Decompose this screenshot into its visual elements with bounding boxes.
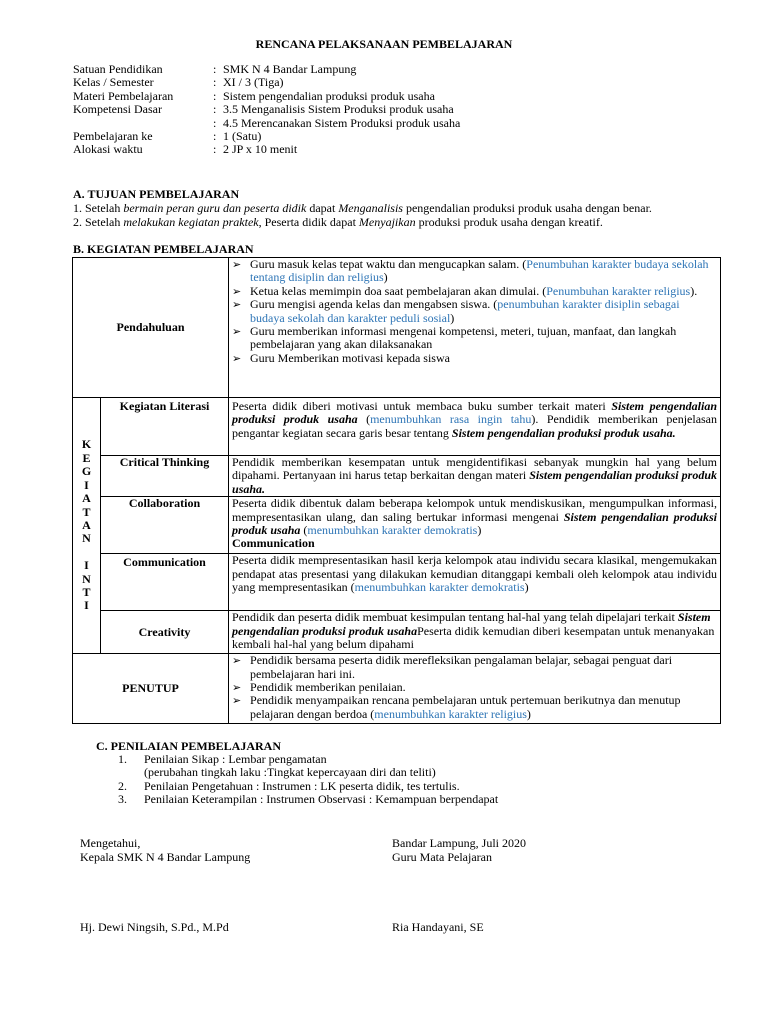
identity-label: Kompetensi Dasar xyxy=(73,102,162,117)
list-item xyxy=(118,793,498,806)
document-title: RENCANA PELAKSANAAN PEMBELAJARAN xyxy=(255,37,513,51)
cell-text: Sistem pengendalian produksi produk usaha. xyxy=(232,468,718,496)
item-text: Guru Memberikan motivasi kepada siswa xyxy=(250,350,450,365)
item-text: Pendidik menyampaikan rencana pembelajaran untuk pertemuan berikutnya dan menutup pelajaran dengan berdoa ( xyxy=(250,693,681,721)
penutup-list xyxy=(232,654,717,721)
item-text: Pendidik bersama peserta didik merefleksikan pengalaman belajar, sebagai penguat dari pembelajaran hari ini. xyxy=(250,653,673,681)
identity-sep: : xyxy=(213,75,217,90)
label-letter: K xyxy=(81,437,92,452)
activities-table xyxy=(72,257,721,724)
identity-row xyxy=(73,76,460,89)
cell-text: Pendidik dan peserta didik membuat kesimpulan tentang hal-hal yang telah dipelajari terkait xyxy=(232,610,678,625)
signature-right-name: Ria Handayani, SE xyxy=(392,920,484,934)
objective-text: bermain peran guru dan peserta didik xyxy=(123,201,307,215)
creativity-content xyxy=(229,611,721,654)
identity-sep: : xyxy=(213,88,217,103)
objective-text: melakukan kegiatan praktek xyxy=(123,215,259,229)
identity-row xyxy=(73,103,460,116)
identity-label xyxy=(73,117,213,130)
objective-text: produksi produk usaha dengan kreatif. xyxy=(415,215,603,229)
cell-text: Sistem pengendalian produksi produk usaha xyxy=(232,509,717,538)
assessment-list xyxy=(118,753,498,807)
critical-thinking-content xyxy=(229,456,721,497)
item-tail: ) xyxy=(526,706,531,721)
table-row xyxy=(73,258,721,398)
cell-text: Sistem pengendalian produksi produk usaha. xyxy=(451,425,676,440)
character-note: menumbuhkan rasa ingin tahu xyxy=(370,412,532,427)
cell-text: Sistem pengendalian produksi produk usaha xyxy=(232,610,711,638)
objective-text: 2. Setelah xyxy=(73,215,124,229)
identity-block xyxy=(73,63,460,157)
list-item xyxy=(118,780,498,793)
identity-value: XI / 3 (Tiga) xyxy=(223,75,284,90)
identity-value: SMK N 4 Bandar Lampung xyxy=(223,62,357,76)
identity-row xyxy=(73,90,460,103)
label-letter: I xyxy=(84,477,89,492)
critical-thinking-label: Critical Thinking xyxy=(101,456,229,497)
identity-label: Kelas / Semester xyxy=(73,75,154,90)
item-tail: ) xyxy=(383,270,388,285)
communication-label: Communication xyxy=(101,554,229,611)
item-text: Penilaian Sikap : Lembar pengamatan xyxy=(144,752,327,766)
identity-label: Satuan Pendidikan xyxy=(73,62,163,76)
objective-text: pengendalian produksi produk usaha dengan benar. xyxy=(402,201,652,215)
label-letter: T xyxy=(82,584,91,599)
item-text: (perubahan tingkah laku :Tingkat kepercayaan diri dan teliti) xyxy=(144,765,436,780)
cell-text: Sistem pengendalian produksi produk usaha xyxy=(232,399,718,427)
identity-label: Alokasi waktu xyxy=(73,142,143,157)
label-letter xyxy=(73,546,100,559)
identity-label: Pembelajaran ke xyxy=(73,128,153,143)
item-tail: ). xyxy=(690,283,698,298)
cell-text: Peserta didik kemudian diberi kesempatan untuk menanyakan kembali hal-hal yang belum dipahami xyxy=(232,623,715,652)
creativity-label: Creativity xyxy=(101,611,229,654)
objective-line-2 xyxy=(73,216,753,229)
list-item xyxy=(232,681,717,694)
signature-left-line1: Mengetahui, xyxy=(80,836,141,850)
list-item xyxy=(232,325,717,352)
signature-right-line2: Guru Mata Pelajaran xyxy=(392,850,492,864)
list-item xyxy=(232,298,717,325)
label-letter: N xyxy=(82,531,91,546)
penutup-content xyxy=(229,654,721,724)
table-row xyxy=(73,654,721,724)
kegiatan-inti-label xyxy=(73,398,101,654)
cell-text: Pendidik memberikan kesempatan untuk mengidentifikasi sebanyak mungkin hal yang belum dipahami. Pertanyaan ini harus tetap berkaitan dengan materi xyxy=(232,455,718,483)
cell-text: Peserta didik mempresentasikan hasil kerja kelompok atau individu secara klasikal, mengemukakan pendapat atas presentasi yang dilakukan kemudian ditanggapi kembali oleh kelompok atau individu yang mempresentasikan ( xyxy=(232,553,718,595)
item-text: Ketua kelas memimpin doa saat pembelajaran akan dimulai. ( xyxy=(250,283,547,298)
label-letter: A xyxy=(82,517,91,532)
objective-text: 1. Setelah xyxy=(73,201,124,215)
identity-row xyxy=(73,117,460,130)
table-row xyxy=(73,611,721,654)
identity-sep: : xyxy=(213,128,217,143)
objective-text: Menganalisis xyxy=(338,201,403,215)
character-note: menumbuhkan karakter religius xyxy=(374,706,527,721)
signature-right-line1: Bandar Lampung, Juli 2020 xyxy=(392,836,526,850)
section-c-heading: C. PENILAIAN PEMBELAJARAN xyxy=(96,739,282,753)
table-row xyxy=(73,497,721,554)
item-text: Penilaian Keterampilan : Instrumen Observasi : Kemampuan berpendapat xyxy=(144,792,499,807)
label-letter: I xyxy=(84,598,89,613)
objective-text: dapat xyxy=(306,201,339,215)
pendahuluan-label: Pendahuluan xyxy=(73,258,229,398)
cell-text: ) xyxy=(524,580,529,595)
cell-text: ( xyxy=(300,523,308,538)
item-number: 2. xyxy=(118,778,127,793)
vertical-label xyxy=(73,438,100,612)
identity-label: Materi Pembelajaran xyxy=(73,88,174,103)
label-letter: N xyxy=(82,571,91,586)
collaboration-content xyxy=(229,497,721,554)
identity-value: Sistem pengendalian produksi produk usaha xyxy=(223,88,435,103)
pendahuluan-content xyxy=(229,258,721,398)
identity-value: 2 JP x 10 menit xyxy=(223,142,298,157)
identity-sep: : xyxy=(213,62,217,76)
character-note: Penumbuhan karakter religius xyxy=(546,283,691,298)
label-letter: G xyxy=(81,464,92,479)
identity-value: 1 (Satu) xyxy=(223,128,262,143)
list-item xyxy=(118,766,498,779)
penutup-label: PENUTUP xyxy=(73,654,229,724)
list-item xyxy=(232,694,717,721)
item-text: Penilaian Pengetahuan : Instrumen : LK peserta didik, tes tertulis. xyxy=(144,778,460,793)
table-row xyxy=(73,456,721,497)
objective-text: , Peserta didik dapat xyxy=(258,215,359,229)
identity-value: 3.5 Menganalisis Sistem Produksi produk usaha xyxy=(223,102,454,117)
signature-left-line2: Kepala SMK N 4 Bandar Lampung xyxy=(80,850,251,864)
list-item xyxy=(232,285,717,298)
item-tail: ) xyxy=(450,310,455,325)
section-a-heading: A. TUJUAN PEMBELAJARAN xyxy=(73,187,240,201)
communication-content xyxy=(229,554,721,611)
item-text: Pendidik memberikan penilaian. xyxy=(250,680,406,695)
identity-sep: : xyxy=(213,102,217,117)
collaboration-label: Collaboration xyxy=(101,497,229,554)
cell-text: Peserta didik dibentuk dalam beberapa kelompok untuk mendiskusikan, mengumpulkan informasi, mempresentasikan ulang, dan saling bertukar informasi mengenai xyxy=(232,496,718,524)
character-note: menumbuhkan karakter demokratis xyxy=(307,523,478,538)
label-letter: E xyxy=(82,450,91,465)
identity-sep: : xyxy=(213,142,217,157)
label-letter: I xyxy=(84,558,89,573)
cell-text: Peserta didik diberi motivasi untuk membaca buku sumber terkait materi xyxy=(232,399,612,413)
literasi-content xyxy=(229,398,721,456)
character-note: Penumbuhan karakter budaya sekolah tentang disiplin dan religius xyxy=(250,257,709,285)
list-item xyxy=(232,352,717,365)
pendahuluan-list xyxy=(232,258,717,365)
signature-left-name: Hj. Dewi Ningsih, S.Pd., M.Pd xyxy=(80,920,229,934)
cell-text: ( xyxy=(357,412,371,427)
character-note: penumbuhan karakter disiplin sebagai budaya sekolah dan karakter peduli sosial xyxy=(250,297,680,325)
table-row xyxy=(73,554,721,611)
identity-row xyxy=(73,130,460,143)
list-item xyxy=(232,654,717,681)
cell-text: Communication xyxy=(232,536,315,551)
item-text: Guru masuk kelas tepat waktu dan mengucapkan salam. ( xyxy=(250,257,527,271)
item-text: Guru mengisi agenda kelas dan mengabsen siswa. ( xyxy=(250,297,498,312)
label-letter: T xyxy=(82,504,91,519)
objective-text: Menyajikan xyxy=(358,215,416,229)
list-item xyxy=(232,258,717,285)
label-letter: A xyxy=(82,491,91,506)
identity-row xyxy=(73,143,460,156)
character-note: menumbuhkan karakter demokratis xyxy=(354,580,525,595)
table-row xyxy=(73,398,721,456)
identity-sep: : xyxy=(213,115,217,130)
objective-line-1 xyxy=(73,202,753,215)
identity-value: 4.5 Merencanakan Sistem Produksi produk usaha xyxy=(223,115,461,130)
cell-text: ). Pendidik memberikan penjelasan pengantar kegiatan secara garis besar tentang xyxy=(232,412,718,440)
list-item xyxy=(118,753,498,766)
cell-text: ) xyxy=(477,523,482,538)
item-number: 3. xyxy=(118,792,127,807)
item-number: 1. xyxy=(118,752,127,766)
section-b-heading: B. KEGIATAN PEMBELAJARAN xyxy=(73,242,254,256)
item-number xyxy=(118,766,144,779)
item-text: Guru memberikan informasi mengenai kompetensi, meteri, tujuan, manfaat, dan langkah pembelajaran yang akan dilaksanakan xyxy=(250,324,677,352)
literasi-label: Kegiatan Literasi xyxy=(101,398,229,456)
identity-row xyxy=(73,63,460,76)
